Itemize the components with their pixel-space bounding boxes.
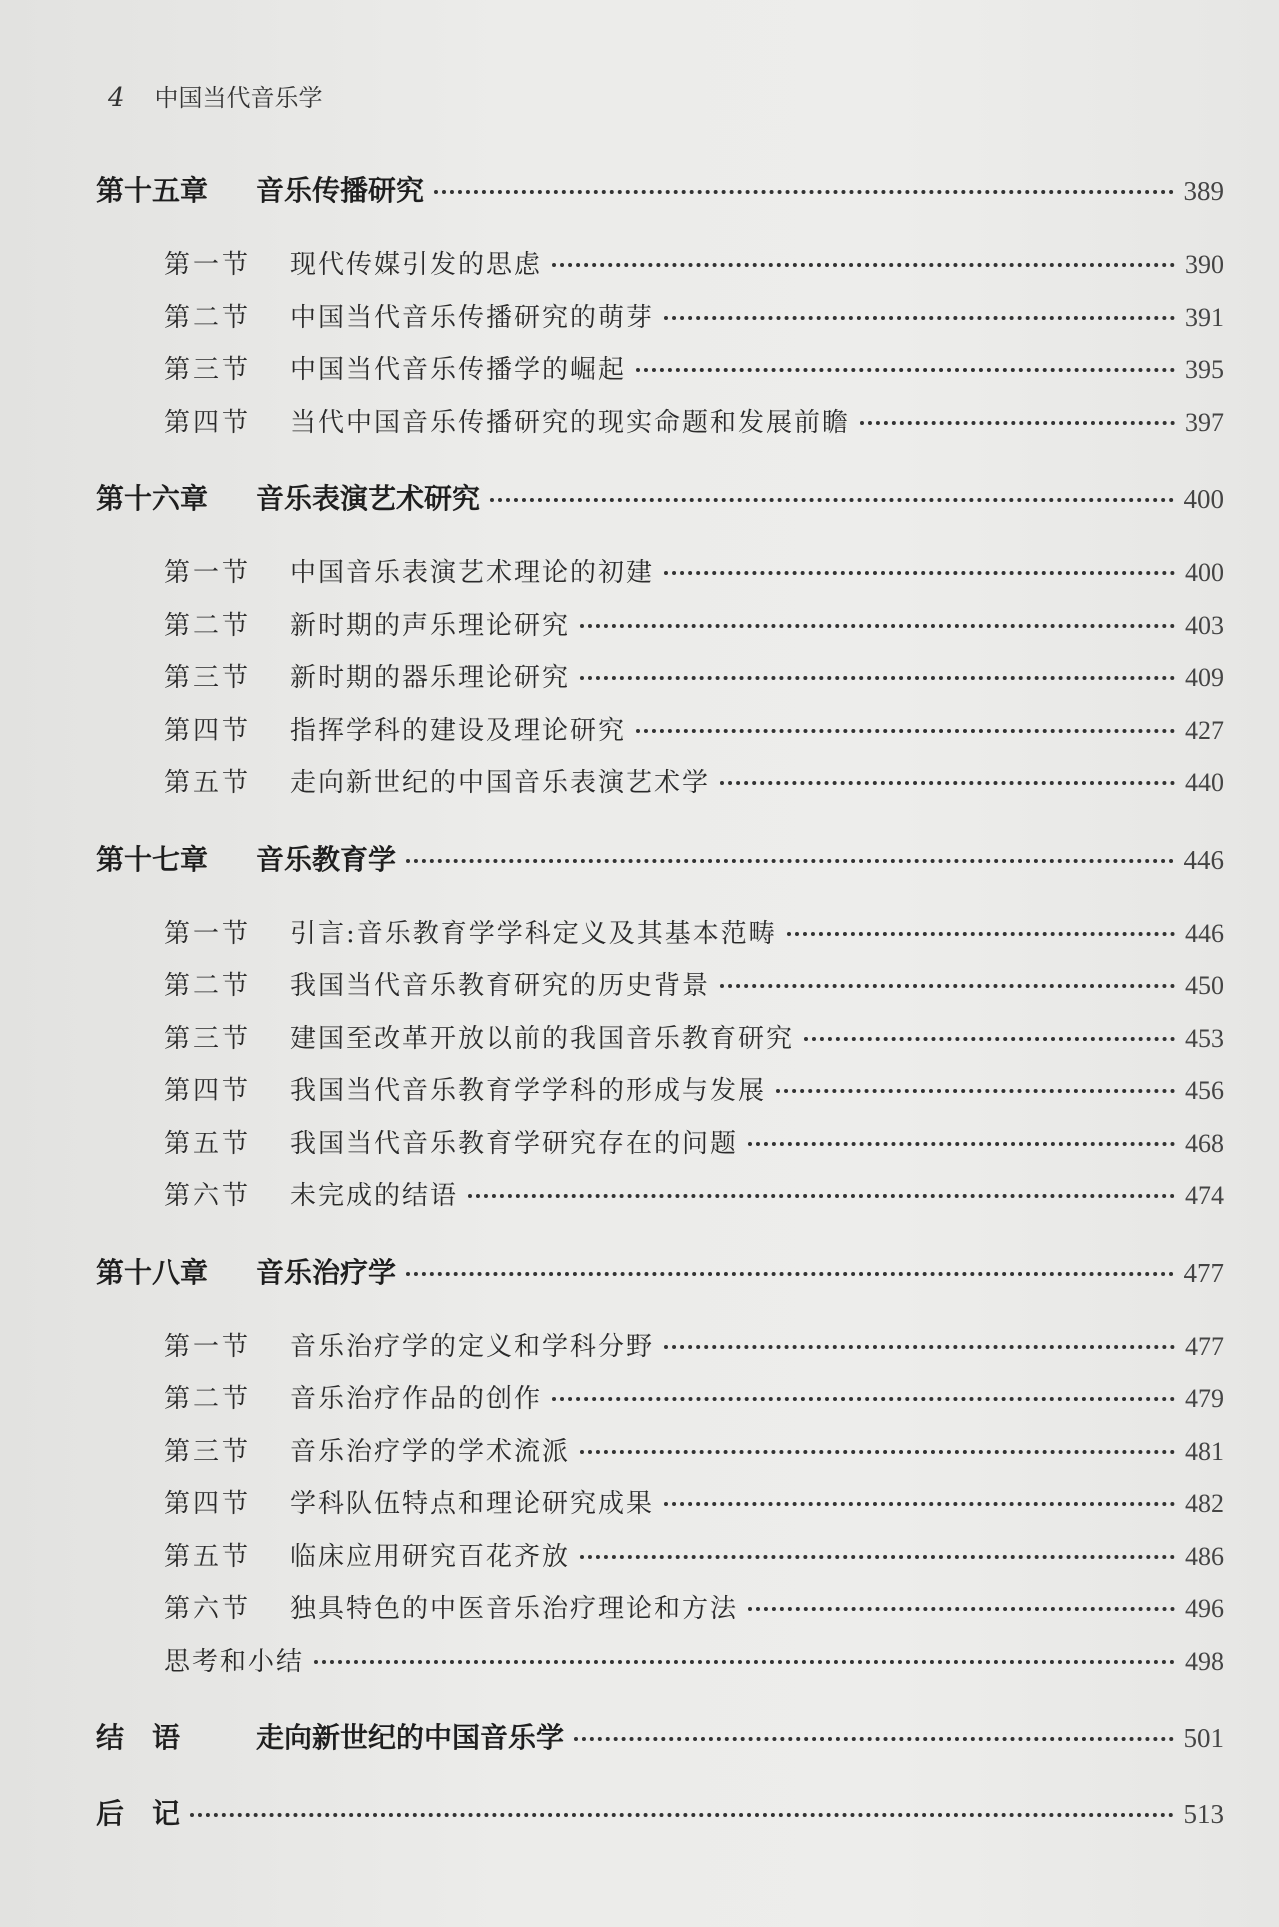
toc-section[interactable]	[96, 1321, 1224, 1374]
section-title: 我国当代音乐教育学学科的形成与发展	[290, 1076, 767, 1106]
section-title: 思考和小结	[164, 1646, 305, 1677]
section-page: 481	[1185, 1436, 1224, 1466]
toc-chapter-18[interactable]	[96, 1247, 1224, 1299]
section-label: 第六节	[164, 1181, 252, 1211]
toc-section[interactable]	[96, 344, 1224, 397]
toc-afterword[interactable]	[96, 1788, 1224, 1840]
dot-leader	[580, 1450, 1175, 1454]
dot-leader	[748, 1142, 1175, 1146]
section-page: 453	[1185, 1023, 1224, 1053]
section-label: 第三节	[164, 1023, 252, 1054]
toc-section[interactable]	[96, 1170, 1224, 1223]
section-title: 学科队伍特点和理论研究成果	[290, 1489, 655, 1519]
section-label: 第四节	[164, 1076, 252, 1106]
chapter-page: 446	[1183, 844, 1224, 875]
section-title: 引言:音乐教育学学科定义及其基本范畴	[290, 918, 777, 949]
section-title: 中国当代音乐传播学的崛起	[290, 355, 627, 385]
section-page: 397	[1185, 407, 1224, 437]
dot-leader	[636, 368, 1175, 372]
table-of-contents	[96, 165, 1224, 1840]
dot-leader	[636, 729, 1175, 733]
section-page: 409	[1185, 663, 1224, 692]
section-title: 新时期的声乐理论研究	[290, 610, 571, 641]
section-page: 477	[1185, 1331, 1224, 1361]
dot-leader	[552, 263, 1175, 267]
dot-leader	[664, 316, 1175, 320]
section-page: 400	[1185, 558, 1224, 587]
section-label: 第一节	[164, 250, 252, 280]
section-page: 498	[1185, 1646, 1224, 1676]
dot-leader	[552, 1397, 1175, 1401]
toc-section[interactable]	[96, 397, 1224, 450]
section-page: 446	[1185, 918, 1224, 948]
section-title: 当代中国音乐传播研究的现实命题和发展前瞻	[290, 407, 851, 438]
book-title: 中国当代音乐学	[154, 84, 323, 112]
chapter-page: 477	[1183, 1257, 1224, 1288]
chapter-label: 第十八章	[96, 1255, 209, 1289]
toc-section[interactable]	[96, 1426, 1224, 1479]
section-label: 第五节	[164, 768, 252, 798]
chapter-title: 音乐表演艺术研究	[256, 482, 481, 515]
toc-section[interactable]	[96, 292, 1224, 345]
dot-leader	[580, 676, 1175, 680]
conclusion-label: 结 语	[96, 1721, 181, 1754]
chapter-title: 音乐治疗学	[256, 1255, 397, 1289]
section-label: 第一节	[164, 1331, 252, 1362]
dot-leader	[664, 1345, 1175, 1349]
section-page: 395	[1185, 355, 1224, 384]
section-title: 临床应用研究百花齐放	[290, 1541, 571, 1572]
afterword-page: 513	[1183, 1799, 1224, 1829]
section-label: 第五节	[164, 1541, 252, 1572]
section-title: 我国当代音乐教育学研究存在的问题	[290, 1128, 739, 1159]
dot-leader	[406, 859, 1173, 863]
section-title: 中国当代音乐传播研究的萌芽	[290, 302, 655, 333]
section-label: 第二节	[164, 1384, 252, 1414]
section-page: 391	[1185, 302, 1224, 332]
afterword-label: 后 记	[96, 1797, 181, 1830]
section-page: 474	[1185, 1181, 1224, 1210]
dot-leader	[860, 421, 1175, 425]
chapter-label: 第十六章	[96, 482, 209, 515]
section-title: 音乐治疗作品的创作	[290, 1384, 543, 1414]
toc-section[interactable]	[96, 547, 1224, 600]
section-label: 第二节	[164, 302, 252, 333]
toc-chapter-16[interactable]	[96, 473, 1224, 525]
section-label: 第四节	[164, 407, 252, 438]
section-label: 第二节	[164, 971, 252, 1001]
dot-leader	[190, 1813, 1173, 1817]
chapter-title: 音乐传播研究	[256, 174, 425, 207]
section-label: 第一节	[164, 558, 252, 588]
dot-leader	[580, 624, 1175, 628]
section-label: 第一节	[164, 918, 252, 949]
chapter-title: 音乐教育学	[256, 842, 397, 876]
dot-leader	[804, 1037, 1175, 1041]
section-title: 我国当代音乐教育研究的历史背景	[290, 971, 711, 1001]
toc-section[interactable]	[96, 652, 1224, 705]
section-title: 中国音乐表演艺术理论的初建	[290, 558, 655, 588]
section-title: 走向新世纪的中国音乐表演艺术学	[290, 768, 711, 798]
section-label: 第四节	[164, 1489, 252, 1519]
dot-leader	[776, 1089, 1175, 1093]
section-title: 音乐治疗学的定义和学科分野	[290, 1331, 655, 1362]
section-title: 指挥学科的建设及理论研究	[290, 715, 627, 746]
dot-leader	[748, 1607, 1175, 1611]
toc-chapter-17[interactable]	[96, 834, 1224, 886]
conclusion-page: 501	[1183, 1723, 1224, 1753]
section-label: 第三节	[164, 663, 252, 693]
toc-section[interactable]	[96, 1118, 1224, 1171]
dot-leader	[580, 1555, 1175, 1559]
dot-leader	[468, 1194, 1175, 1198]
toc-section[interactable]	[96, 1478, 1224, 1531]
section-title: 现代传媒引发的思虑	[290, 250, 543, 280]
section-page: 390	[1185, 250, 1224, 279]
section-label: 第二节	[164, 610, 252, 641]
chapter-label: 第十五章	[96, 174, 209, 207]
section-page: 403	[1185, 610, 1224, 640]
section-label: 第五节	[164, 1128, 252, 1159]
toc-chapter-15[interactable]	[96, 165, 1224, 217]
section-page: 440	[1185, 768, 1224, 797]
section-page: 450	[1185, 971, 1224, 1000]
dot-leader	[787, 932, 1175, 936]
section-page: 496	[1185, 1594, 1224, 1623]
dot-leader	[406, 1272, 1173, 1276]
section-page: 468	[1185, 1128, 1224, 1158]
page-number: 4	[108, 83, 125, 113]
dot-leader	[490, 498, 1173, 502]
section-label: 第三节	[164, 1436, 252, 1467]
section-title: 新时期的器乐理论研究	[290, 663, 571, 693]
toc-section-summary[interactable]	[96, 1636, 1224, 1689]
running-head	[108, 78, 323, 113]
dot-leader	[664, 1502, 1175, 1506]
section-label: 第六节	[164, 1594, 252, 1624]
chapter-page: 389	[1183, 176, 1224, 206]
toc-section[interactable]	[96, 1531, 1224, 1584]
toc-section[interactable]	[96, 1013, 1224, 1066]
toc-section[interactable]	[96, 600, 1224, 653]
section-label: 第三节	[164, 355, 252, 385]
toc-section[interactable]	[96, 1373, 1224, 1426]
toc-section[interactable]	[96, 1583, 1224, 1636]
toc-section[interactable]	[96, 1065, 1224, 1118]
dot-leader	[720, 781, 1175, 785]
toc-section[interactable]	[96, 908, 1224, 961]
section-title: 建国至改革开放以前的我国音乐教育研究	[290, 1023, 795, 1054]
dot-leader	[574, 1737, 1173, 1741]
toc-section[interactable]	[96, 239, 1224, 292]
dot-leader	[720, 984, 1175, 988]
section-page: 456	[1185, 1076, 1224, 1105]
section-title: 独具特色的中医音乐治疗理论和方法	[290, 1594, 739, 1624]
section-page: 427	[1185, 715, 1224, 745]
section-page: 482	[1185, 1489, 1224, 1518]
chapter-page: 400	[1183, 484, 1224, 514]
dot-leader	[664, 571, 1175, 575]
toc-section[interactable]	[96, 757, 1224, 810]
section-page: 486	[1185, 1541, 1224, 1571]
toc-section[interactable]	[96, 705, 1224, 758]
section-page: 479	[1185, 1384, 1224, 1413]
toc-conclusion[interactable]	[96, 1712, 1224, 1764]
dot-leader	[434, 190, 1173, 194]
section-label: 第四节	[164, 715, 252, 746]
conclusion-title: 走向新世纪的中国音乐学	[256, 1721, 565, 1754]
section-title: 音乐治疗学的学术流派	[290, 1436, 571, 1467]
dot-leader	[314, 1660, 1175, 1664]
chapter-label: 第十七章	[96, 842, 209, 876]
toc-section[interactable]	[96, 960, 1224, 1013]
section-title: 未完成的结语	[290, 1181, 459, 1211]
